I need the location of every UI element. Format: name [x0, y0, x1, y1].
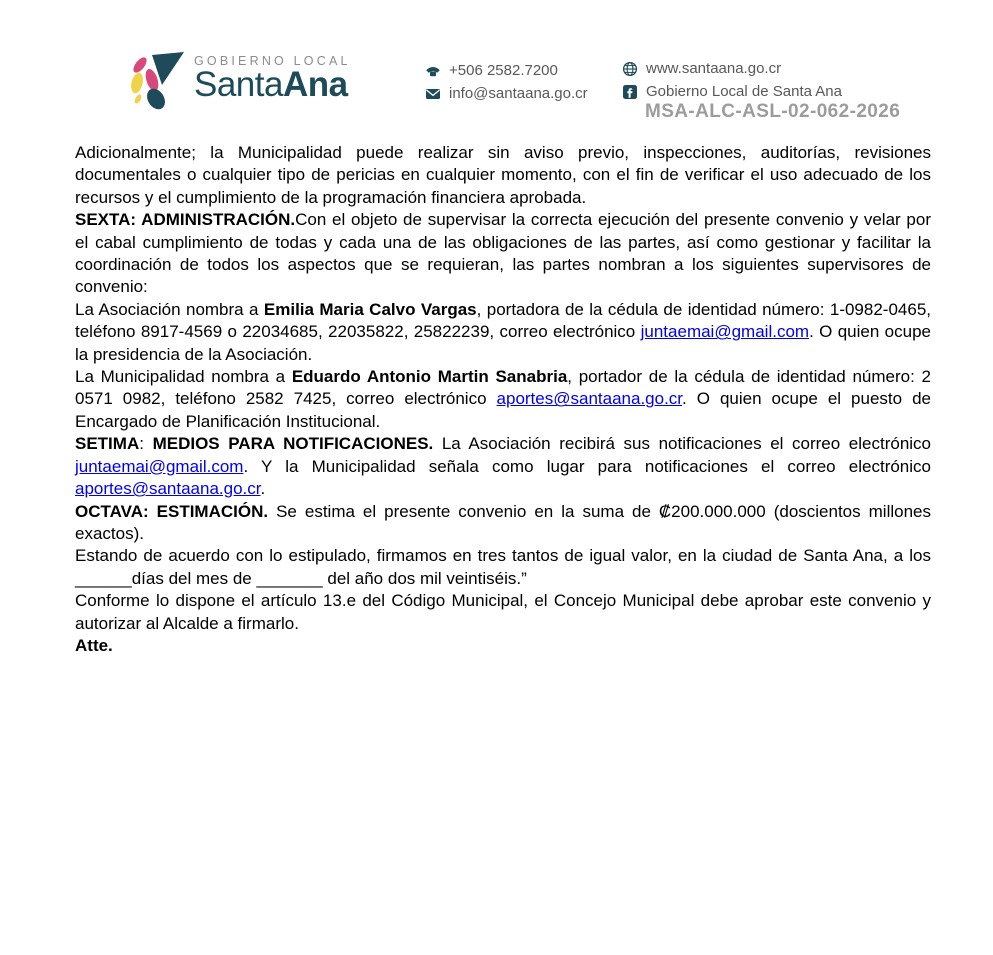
facebook-page: Gobierno Local de Santa Ana — [646, 83, 842, 100]
paragraph-asociacion-supervisor — [75, 299, 931, 366]
paragraph-text: La Asociación recibirá sus notificaciones el correo electrónico — [433, 434, 932, 454]
paragraph-text: Estando de acuerdo con lo estipulado, firmamos en tres tantos de igual valor, en la ciudad de Santa Ana, a los ______días del mes de _______ del año dos mil veintiséis.” — [75, 546, 931, 588]
paragraph-text: Adicionalmente; la Municipalidad puede realizar sin aviso previo, inspecciones, auditorías, revisiones documentales o cualquier tipo de pericias en cualquier momento, con el fin de verificar el uso adecuado de los recursos y el cumplimiento de la programación financiera aprobada. — [75, 143, 931, 207]
email-icon — [425, 86, 441, 102]
email-link-aportes[interactable]: aportes@santaana.go.cr — [75, 479, 261, 499]
clause-heading: MEDIOS PARA NOTIFICACIONES. — [152, 434, 434, 454]
facebook-icon — [622, 84, 638, 100]
contact-column-phone-email — [425, 59, 588, 105]
logo-wordmark — [194, 50, 351, 102]
paragraph-text: . O quien ocupe el puesto de Encargado de Planificación Institucional. — [75, 389, 931, 431]
paragraph-text: Conforme lo dispone el artículo 13.e del Código Municipal, el Concejo Municipal debe aprobar este convenio y autorizar al Alcalde a firmarlo. — [75, 591, 931, 633]
supervisor-name: Emilia Maria Calvo Vargas — [263, 299, 477, 319]
paragraph-inspections — [75, 142, 931, 209]
phone-row — [425, 59, 588, 82]
paragraph-text: , portador de la cédula de identidad número: 2 0571 0982, teléfono 2582 7425, correo electrónico — [75, 367, 931, 409]
paragraph-text: . Y la Municipalidad señala como lugar para notificaciones el correo electrónico — [243, 456, 931, 476]
logo-name-bold: Ana — [282, 65, 348, 104]
phone-icon — [425, 63, 441, 79]
logo-tagline: GOBIERNO LOCAL — [194, 54, 351, 68]
email-address: info@santaana.go.cr — [449, 85, 588, 102]
paragraph-text: La Municipalidad nombra a — [75, 367, 292, 387]
paragraph-text: . — [260, 479, 266, 499]
paragraph-text: Atte. — [75, 635, 113, 655]
paragraph-text: Con el objeto de supervisar la correcta ejecución del presente convenio y velar por el cabal cumplimiento de todas y cada una de las obligaciones de las partes, así como gestionar y facilitar la coordinación de todos los aspectos que se requieran, las partes nombran a los siguientes supervisores de convenio: — [75, 210, 931, 297]
email-row — [425, 82, 588, 105]
globe-icon — [622, 61, 638, 77]
clause-heading: SETIMA — [75, 434, 140, 454]
logo-name-regular: Santa — [194, 65, 283, 104]
phone-number: +506 2582.7200 — [449, 62, 558, 79]
paragraph-setima-notificaciones — [75, 433, 931, 500]
paragraph-text: La Asociación nombra a — [75, 299, 264, 319]
closing-atte — [75, 635, 931, 657]
paragraph-firma-fecha — [75, 545, 931, 590]
clause-heading: OCTAVA: ESTIMACIÓN. — [75, 501, 269, 521]
santa-ana-logo — [126, 50, 351, 112]
email-link-juntaemai[interactable]: juntaemai@gmail.com — [75, 456, 244, 476]
email-link-aportes[interactable]: aportes@santaana.go.cr — [496, 389, 683, 409]
contact-column-web-facebook — [622, 57, 842, 103]
santa-ana-logo-icon — [126, 52, 186, 112]
paragraph-codigo-municipal — [75, 590, 931, 635]
email-link-juntaemai[interactable]: juntaemai@gmail.com — [640, 322, 810, 342]
paragraph-octava-estimacion — [75, 501, 931, 546]
clause-heading: SEXTA: ADMINISTRACIÓN. — [75, 210, 296, 230]
website-url: www.santaana.go.cr — [646, 60, 782, 77]
paragraph-text: , portadora de la cédula de identidad número: 1-0982-0465, teléfono 8917-4569 o 22034685, 22035822, 25822239, correo electrónico — [75, 299, 931, 342]
paragraph-municipalidad-supervisor — [75, 366, 931, 433]
paragraph-text: Se estima el presente convenio en la suma de ₡200.000.000 (doscientos millones exactos). — [75, 501, 931, 543]
document-reference-code: MSA-ALC-ASL-02-062-2026 — [645, 101, 901, 122]
supervisor-name: Eduardo Antonio Martin Sanabria — [291, 367, 568, 387]
facebook-row — [622, 80, 842, 103]
website-row — [622, 57, 842, 80]
logo-name — [194, 65, 351, 104]
paragraph-text: . O quien ocupe la presidencia de la Asociación. — [75, 322, 932, 364]
paragraph-sexta-administracion — [75, 209, 931, 299]
document-body — [75, 142, 931, 657]
paragraph-text: : — [139, 434, 153, 454]
